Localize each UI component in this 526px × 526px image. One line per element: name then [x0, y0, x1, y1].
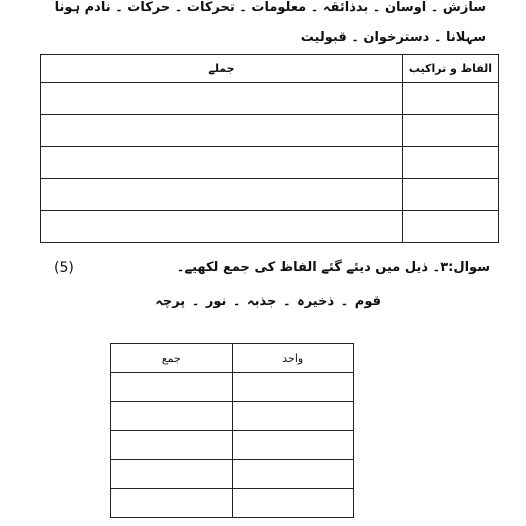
question-3-title: سوال:۳۔ ذیل میں دیئے گئے الفاظ کی جمع لکھیے۔ [176, 260, 490, 275]
sentence-cell[interactable] [41, 179, 403, 211]
table-row [41, 83, 499, 115]
table-row [111, 373, 354, 402]
table-row [41, 147, 499, 179]
plural-header: جمع [111, 344, 233, 373]
word-list-line-2: سہلانا ۔ دسترخوان ۔ قبولیت [300, 30, 486, 45]
table-row [41, 211, 499, 243]
word-cell[interactable] [403, 179, 499, 211]
sentences-header: جملے [41, 55, 403, 83]
singular-cell[interactable] [232, 489, 354, 518]
question-3-word-list: قوم ۔ ذخیرہ ۔ جذبہ ۔ نور ۔ پرچہ [155, 294, 381, 309]
plural-table [110, 343, 354, 518]
singular-cell[interactable] [232, 431, 354, 460]
plural-cell[interactable] [111, 402, 233, 431]
table-row [111, 489, 354, 518]
word-list-line-1: سازش ۔ اوسان ۔ بدذائقہ ۔ معلومات ۔ تحرکات ۔ حرکات ۔ نادم ہونا [54, 0, 486, 15]
singular-cell[interactable] [232, 402, 354, 431]
sentence-cell[interactable] [41, 211, 403, 243]
sentence-cell[interactable] [41, 147, 403, 179]
plural-cell[interactable] [111, 460, 233, 489]
question-marks: (5) [54, 260, 74, 276]
word-cell[interactable] [403, 211, 499, 243]
table-row [41, 115, 499, 147]
table-row [41, 179, 499, 211]
word-cell[interactable] [403, 147, 499, 179]
sentence-cell[interactable] [41, 83, 403, 115]
plural-cell[interactable] [111, 431, 233, 460]
table-row [111, 431, 354, 460]
table-row [111, 460, 354, 489]
plural-cell[interactable] [111, 489, 233, 518]
table-row [111, 402, 354, 431]
plural-cell[interactable] [111, 373, 233, 402]
singular-cell[interactable] [232, 373, 354, 402]
singular-cell[interactable] [232, 460, 354, 489]
sentence-cell[interactable] [41, 115, 403, 147]
sentence-table [40, 54, 499, 243]
word-cell[interactable] [403, 115, 499, 147]
word-cell[interactable] [403, 83, 499, 115]
singular-header: واحد [232, 344, 354, 373]
words-header: الفاظ و تراکیب [403, 55, 499, 83]
